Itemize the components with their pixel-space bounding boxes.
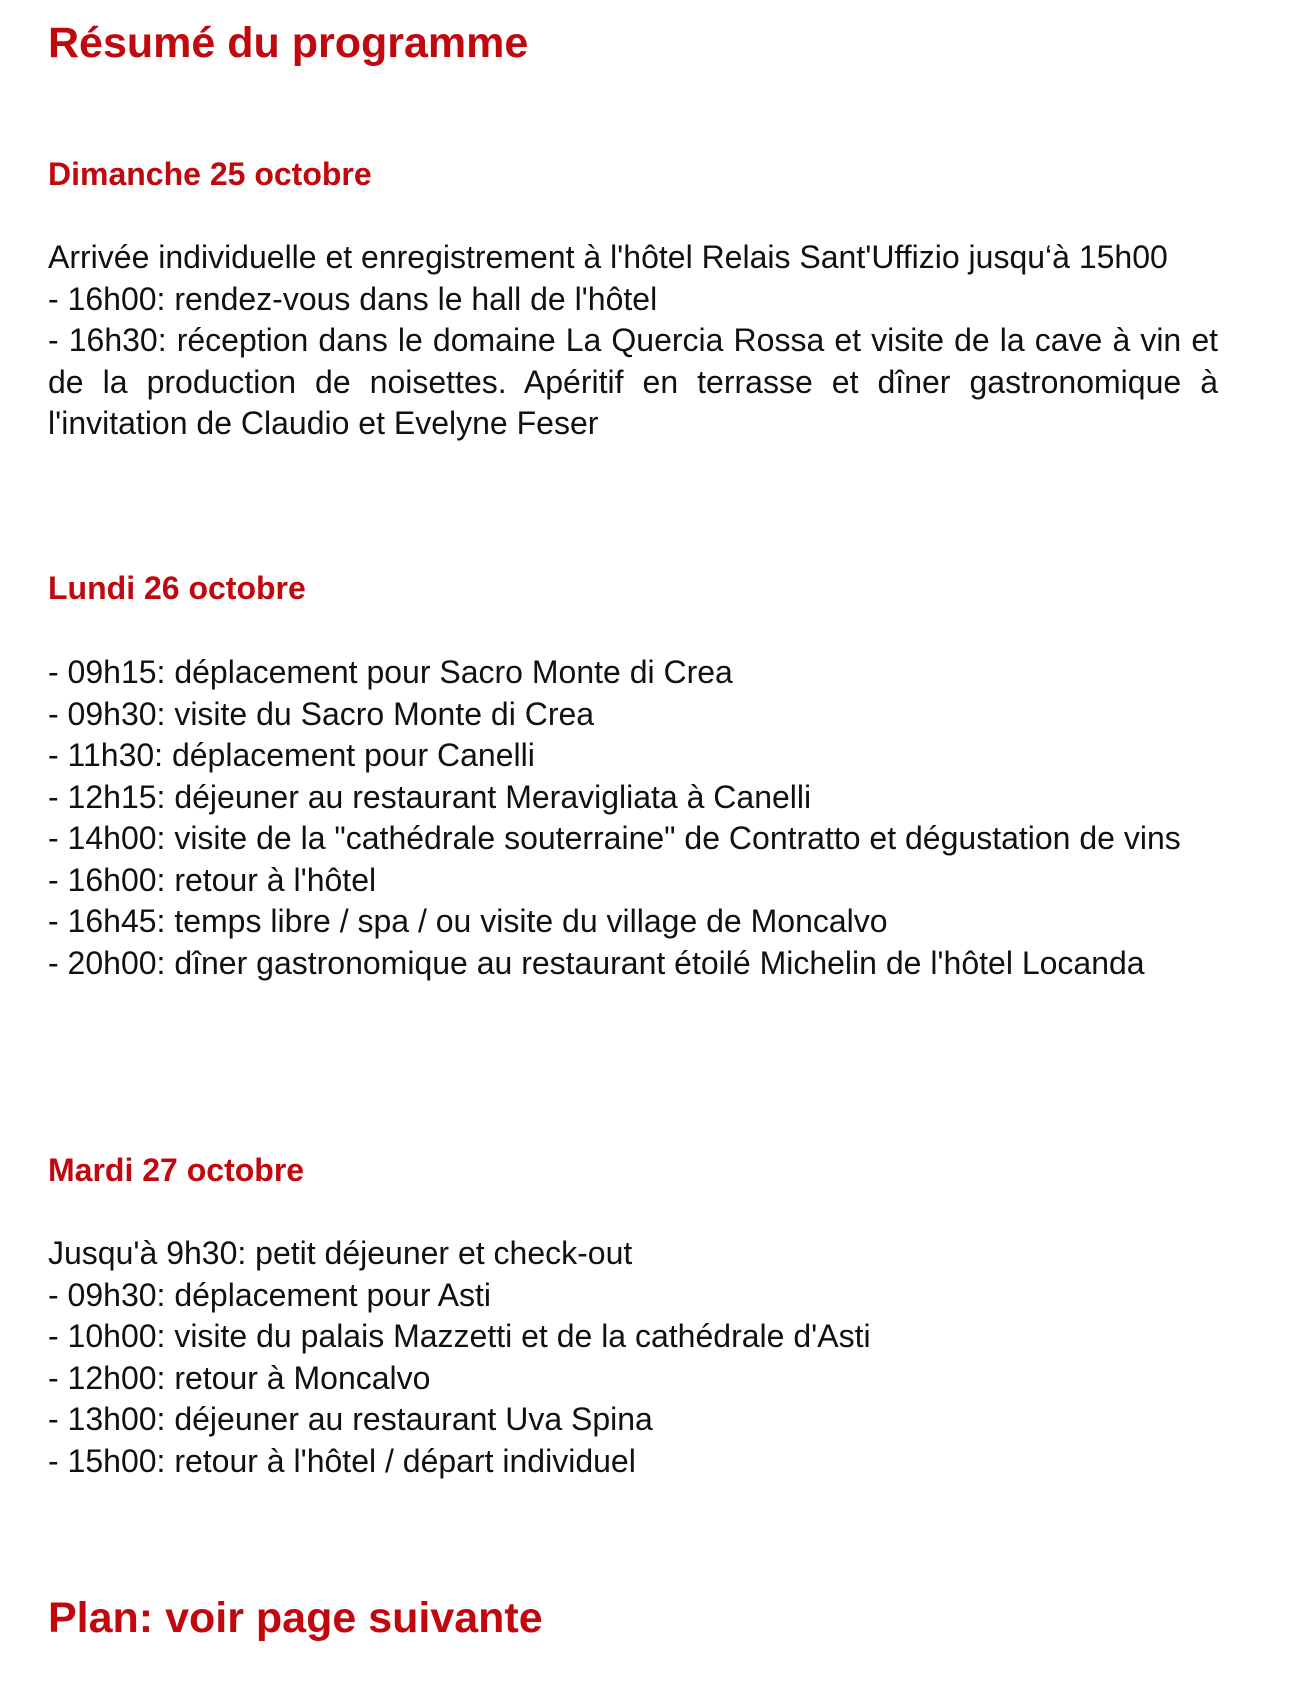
day-heading-monday: Lundi 26 octobre bbox=[48, 570, 306, 606]
program-line: - 15h00: retour à l'hôtel / départ individuel bbox=[48, 1442, 636, 1479]
day-program-tuesday bbox=[48, 1233, 1218, 1482]
program-line: - 16h00: retour à l'hôtel bbox=[48, 861, 377, 898]
program-line: - 10h00: visite du palais Mazzetti et de la cathédrale d'Asti bbox=[48, 1318, 871, 1354]
program-line: - 14h00: visite de la "cathédrale souterraine" de Contratto et dégustation de vins bbox=[48, 820, 1181, 856]
program-line: - 13h00: déjeuner au restaurant Uva Spina bbox=[48, 1401, 653, 1437]
page-title: Résumé du programme bbox=[48, 19, 529, 67]
day-program-sunday bbox=[48, 237, 1218, 445]
program-line: - 09h15: déplacement pour Sacro Monte di Crea bbox=[48, 654, 733, 690]
program-line: - 11h30: déplacement pour Canelli bbox=[48, 737, 535, 773]
day-heading-sunday: Dimanche 25 octobre bbox=[48, 156, 372, 192]
day-heading-tuesday: Mardi 27 octobre bbox=[48, 1152, 305, 1188]
program-line: - 09h30: déplacement pour Asti bbox=[48, 1276, 491, 1313]
program-line: - 09h30: visite du Sacro Monte di Crea bbox=[48, 695, 595, 732]
program-line: Arrivée individuelle et enregistrement à l'hôtel Relais Sant'Uffizio jusqu‘à 15h00 bbox=[48, 239, 1168, 275]
footer-note: Plan: voir page suivante bbox=[48, 1594, 543, 1642]
day-program-monday bbox=[48, 652, 1218, 984]
program-line: - 12h15: déjeuner au restaurant Meravigliata à Canelli bbox=[48, 778, 812, 815]
program-line: Jusqu'à 9h30: petit déjeuner et check-out bbox=[48, 1235, 633, 1271]
program-line: - 20h00: dîner gastronomique au restaurant étoilé Michelin de l'hôtel Locanda bbox=[48, 944, 1145, 981]
program-line: - 16h45: temps libre / spa / ou visite du village de Moncalvo bbox=[48, 903, 888, 939]
program-line: - 16h30: réception dans le domaine La Quercia Rossa et visite de la cave à vin et de la production de noisettes. Apéritif en terrasse et dîner gastronomique à l'invitation de Claudio et Evelyne Feser bbox=[48, 322, 1218, 441]
program-line: - 12h00: retour à Moncalvo bbox=[48, 1359, 431, 1396]
program-line: - 16h00: rendez-vous dans le hall de l'hôtel bbox=[48, 280, 658, 317]
